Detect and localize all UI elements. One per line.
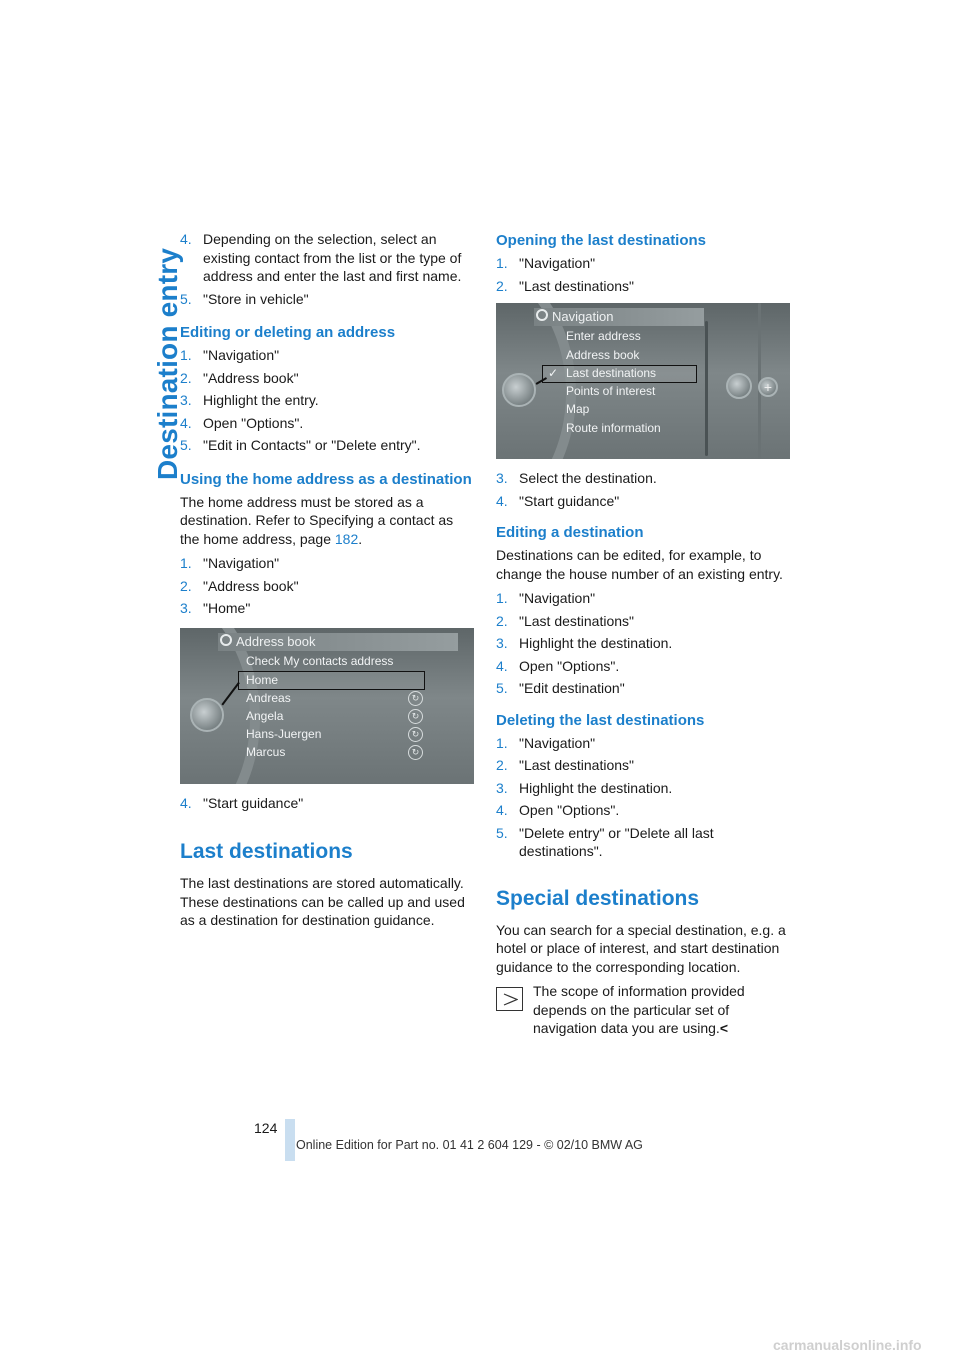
list-item: 4. Open "Options".: [496, 802, 620, 818]
page-link[interactable]: 182: [334, 530, 359, 547]
list-item: 1. "Navigation": [496, 734, 596, 751]
controller-knob-icon: [502, 373, 536, 407]
list-item: 4. Depending on the selection, select an existing contact from the list or the type of address and enter the last and first name.: [180, 231, 462, 284]
menu-item: Address book: [566, 348, 640, 362]
list-item: 4. Open "Options".: [180, 414, 304, 431]
menu-item: Angela: [246, 708, 284, 723]
list-item: 2. "Address book": [180, 369, 299, 386]
contact-marker-icon: ↻: [408, 745, 423, 760]
list-item: 5. "Store in vehicle": [180, 290, 309, 307]
section-title: [118, 230, 183, 480]
note-text: The scope of information provided depends on the particular set of navigation data you are using.: [533, 983, 745, 1036]
contact-marker-icon: ↻: [408, 709, 423, 724]
screen-title: Address book: [236, 633, 316, 649]
menu-item: Points of interest: [566, 384, 656, 398]
steps-home: [180, 554, 476, 618]
opening-last-destinations-heading: Opening the last destinations: [496, 232, 707, 249]
note-end-mark: <: [719, 1020, 728, 1036]
steps-store: [180, 230, 476, 308]
list-item: 2. "Last destinations": [496, 612, 635, 629]
menu-item: Home: [246, 672, 279, 687]
list-item: 3. Select the destination.: [496, 470, 657, 486]
list-item: 4. "Start guidance": [180, 794, 304, 811]
note-triangle-icon: [496, 987, 523, 1011]
home-address-heading: Using the home address as a destination: [180, 470, 472, 488]
deleting-destinations-heading: Deleting the last destinations: [496, 711, 705, 729]
list-item: 3. "Home": [180, 600, 251, 616]
list-item: 1. "Navigation": [496, 255, 596, 271]
home-address-paragraph: The home address must be stored as a destination. Refer to Specifying a contact as the home address, page 182.: [180, 493, 454, 547]
left-column: [180, 230, 476, 936]
menu-item: Andreas: [246, 690, 291, 705]
zoom-knob-icon: [726, 373, 752, 399]
section-title-text: Destination entry: [152, 247, 183, 480]
footer-bar: [285, 1119, 295, 1161]
list-item: 2. "Last destinations": [496, 757, 635, 773]
list-item: 4. "Start guidance": [496, 492, 620, 509]
steps-open-after: [496, 469, 792, 510]
watermark: carmanualsonline.info: [773, 1337, 922, 1353]
menu-item: Map: [566, 402, 590, 416]
steps-edit-destination: [496, 589, 792, 698]
contact-marker-icon: ↻: [408, 691, 423, 706]
contact-marker-icon: ↻: [408, 727, 423, 742]
right-column: [496, 230, 792, 1038]
list-item: 2. "Last destinations": [496, 277, 635, 294]
steps-open: [496, 254, 792, 295]
edit-address-heading: Editing or deleting an address: [180, 324, 396, 341]
last-destinations-heading: Last destinations: [180, 840, 353, 863]
menu-item: Last destinations: [566, 366, 657, 380]
note-block: [496, 982, 792, 1038]
screen-title: Navigation: [552, 309, 614, 324]
editing-destination-heading: Editing a destination: [496, 524, 644, 541]
list-item: 5. "Delete entry" or "Delete all last destinations".: [496, 824, 714, 859]
steps-edit-address: [180, 346, 476, 455]
list-item: 5. "Edit in Contacts" or "Delete entry".: [180, 437, 421, 453]
menu-item: Marcus: [246, 744, 286, 759]
special-destinations-heading: Special destinations: [496, 886, 700, 910]
list-item: 1. "Navigation": [180, 555, 280, 571]
menu-item: Enter address: [566, 329, 641, 343]
controller-knob-icon: [190, 698, 224, 732]
list-item: 1. "Navigation": [496, 590, 596, 606]
page-number: 124: [254, 1120, 278, 1136]
editing-destination-paragraph: Destinations can be edited, for example, to change the house number of an existing entry.: [496, 547, 783, 582]
footer-edition: Online Edition for Part no. 01 41 2 604 129 - © 02/10 BMW AG: [296, 1138, 643, 1152]
screen-divider: [705, 321, 708, 456]
gear-icon: [220, 634, 232, 646]
list-item: 2. "Address book": [180, 577, 299, 594]
steps-home-after: [180, 794, 476, 813]
menu-item: Check My contacts address: [246, 653, 394, 668]
plus-icon: +: [758, 377, 778, 397]
check-icon: ✓: [548, 366, 559, 380]
list-item: 3. Highlight the destination.: [496, 779, 673, 796]
menu-item: Route information: [566, 421, 661, 435]
list-item: 1. "Navigation": [180, 347, 280, 363]
special-destinations-paragraph: You can search for a special destination, e.g. a hotel or place of interest, and start destination guidance to the corresponding location.: [496, 921, 786, 975]
navigation-screenshot: [496, 303, 790, 459]
address-book-screenshot: [180, 628, 474, 784]
gear-icon: [536, 309, 548, 321]
menu-item: Hans-Juergen: [246, 726, 322, 741]
list-item: 3. Highlight the entry.: [180, 392, 319, 408]
list-item: 4. Open "Options".: [496, 657, 620, 674]
last-destinations-paragraph: The last destinations are stored automatically. These destinations can be called up and used as a destination for destination guidance.: [180, 875, 465, 928]
steps-delete: [496, 734, 792, 861]
list-item: 5. "Edit destination": [496, 680, 625, 696]
list-item: 3. Highlight the destination.: [496, 635, 673, 651]
